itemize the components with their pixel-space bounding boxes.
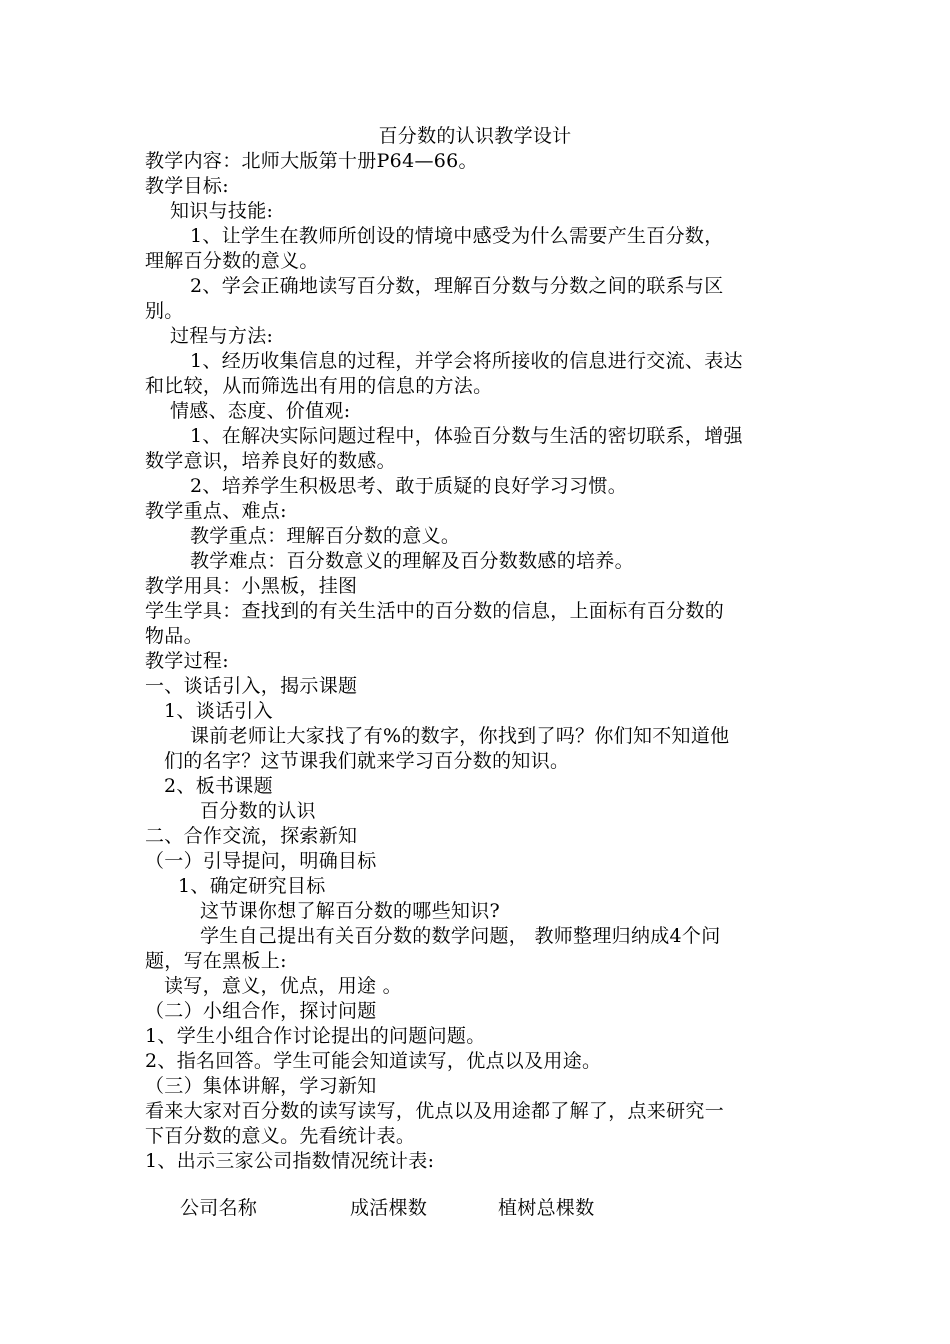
paragraph-line: 学生自己提出有关百分数的数学问题， 教师整理归纳成4个问 — [200, 925, 721, 947]
paragraph-line: 教学重点：理解百分数的意义。 — [190, 525, 461, 547]
paragraph-line: 学生学具：查找到的有关生活中的百分数的信息，上面标有百分数的 — [145, 600, 725, 622]
paragraph-line: 教学重点、难点: — [145, 500, 287, 522]
paragraph-line: 数学意识，培养良好的数感。 — [145, 450, 396, 472]
paragraph-line: 2、学会正确地读写百分数，理解百分数与分数之间的联系与区 — [190, 275, 724, 297]
paragraph-line: 理解百分数的意义。 — [145, 250, 319, 272]
paragraph-line: 这节课你想了解百分数的哪些知识? — [200, 900, 500, 922]
paragraph-line: 百分数的认识 — [200, 800, 316, 822]
paragraph-line: 题，写在黑板上: — [145, 950, 287, 972]
paragraph-line: 教学用具：小黑板，挂图 — [145, 575, 358, 597]
paragraph-line: 教学难点：百分数意义的理解及百分数数感的培养。 — [190, 550, 634, 572]
paragraph-line: 2、板书课题 — [164, 775, 273, 797]
paragraph-line: 们的名字？这节课我们就来学习百分数的知识。 — [164, 750, 570, 772]
paragraph-line: 1、出示三家公司指数情况统计表: — [145, 1150, 435, 1172]
paragraph-line: 教学内容：北师大版第十册P64—66。 — [145, 150, 478, 172]
paragraph-line: 1、确定研究目标 — [178, 875, 326, 897]
paragraph-line: 下百分数的意义。先看统计表。 — [145, 1125, 416, 1147]
paragraph-line: （二）小组合作，探讨问题 — [145, 1000, 377, 1022]
paragraph-line: 和比较，从而筛选出有用的信息的方法。 — [145, 375, 493, 397]
paragraph-line: 2、培养学生积极思考、敢于质疑的良好学习习惯。 — [190, 475, 627, 497]
paragraph-line: 情感、态度、价值观: — [170, 400, 351, 422]
table-header-total: 植树总棵数 — [498, 1197, 595, 1219]
paragraph-line: 一、谈话引入，揭示课题 — [145, 675, 358, 697]
paragraph-line: 1、在解决实际问题过程中，体验百分数与生活的密切联系，增强 — [190, 425, 743, 447]
paragraph-line: 过程与方法: — [170, 325, 274, 347]
table-header-survived: 成活棵数 — [350, 1197, 428, 1219]
paragraph-line: 知识与技能: — [170, 200, 274, 222]
paragraph-line: 1、让学生在教师所创设的情境中感受为什么需要产生百分数， — [190, 225, 724, 247]
paragraph-line: 课前老师让大家找了有%的数字，你找到了吗？你们知不知道他 — [190, 725, 730, 747]
paragraph-line: 1、经历收集信息的过程，并学会将所接收的信息进行交流、表达 — [190, 350, 743, 372]
table-header-company: 公司名称 — [180, 1197, 258, 1219]
paragraph-line: 1、谈话引入 — [164, 700, 273, 722]
paragraph-line: 二、合作交流，探索新知 — [145, 825, 358, 847]
paragraph-line: 物品。 — [145, 625, 203, 647]
paragraph-line: （一）引导提问，明确目标 — [145, 850, 377, 872]
paragraph-line: （三）集体讲解，学习新知 — [145, 1075, 377, 1097]
paragraph-line: 教学目标: — [145, 175, 229, 197]
paragraph-line: 看来大家对百分数的读写读写，优点以及用途都了解了，点来研究一 — [145, 1100, 725, 1122]
document-title: 百分数的认识教学设计 — [378, 125, 572, 147]
paragraph-line: 1、学生小组合作讨论提出的问题问题。 — [145, 1025, 486, 1047]
paragraph-line: 2、指名回答。学生可能会知道读写，优点以及用途。 — [145, 1050, 602, 1072]
paragraph-line: 别。 — [145, 300, 184, 322]
paragraph-line: 教学过程: — [145, 650, 229, 672]
paragraph-line: 读写，意义，优点，用途 。 — [164, 975, 402, 997]
